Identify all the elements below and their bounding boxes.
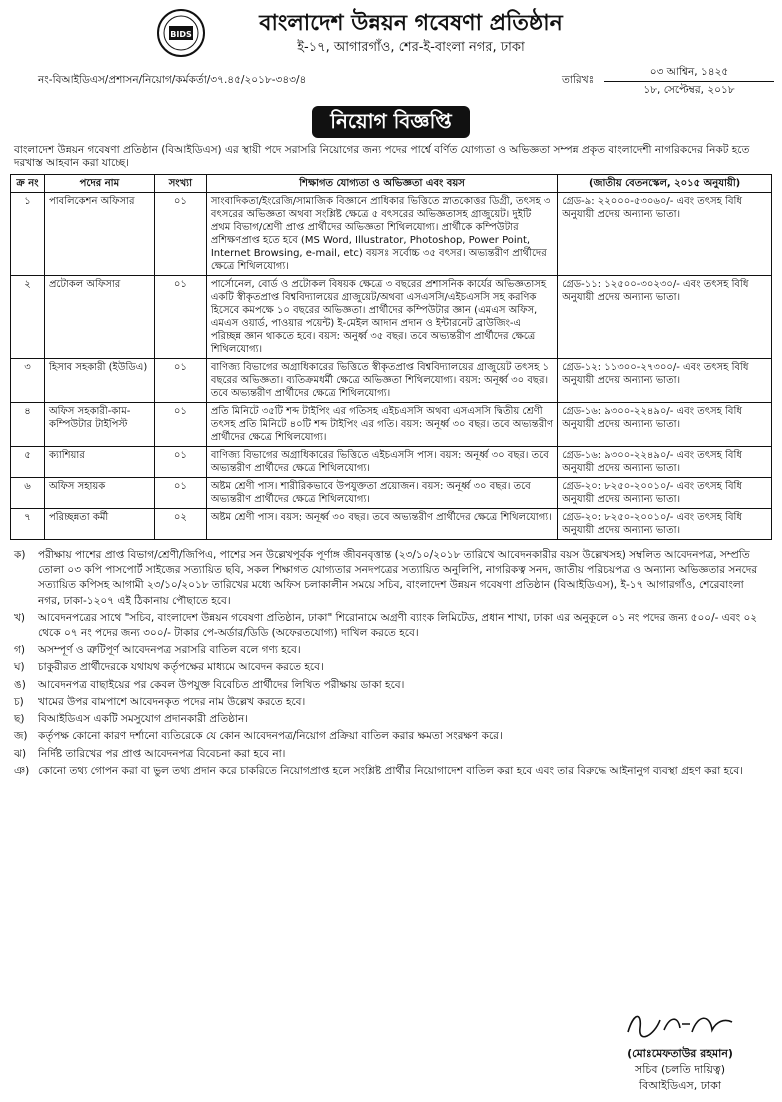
cell-post-name: পাবলিকেশন অফিসার: [44, 192, 154, 275]
note-text: পরীক্ষায় পাশের প্রাপ্ত বিভাগ/শ্রেণী/জিপিএ, পাশের সন উল্লেখপূর্বক পূর্ণাঙ্গ জীবনবৃত্তান্ত (২৩/১০/২০১৮ তারিখে আবেদনকারীর বয়স উল্লেখসহ) সম্বলিত আবেদনপত্র, সম্প্রতি তোলা ০৩ কপি পাসপোর্ট সাইজের সত্যায়িত ছবি, সকল শিক্ষাগত যোগ্যতার সনদপত্রের সত্যায়িত অনুলিপি, নাগরিকত্ব সনদ, জাতীয় পরিচয়পত্র ও অন্যান্য অভিজ্ঞতার সনদের সত্যায়িত কপিসহ আগামী ২৩/১০/২০১৮ তারিখের মধ্যে অফিস চলাকালীন সময়ে সচিব, বাংলাদেশ উন্নয়ন গবেষণা প্রতিষ্ঠান (বিআইডিএস), ই-১৭ আগারগাঁও, শেরেবাংলা নগর, ঢাকা-১২০৭ এই ঠিকানায় পৌছাতে হবে।: [38, 548, 758, 607]
list-item: [14, 678, 768, 693]
notice-title: নিয়োগ বিজ্ঞপ্তি: [312, 106, 470, 138]
cell-post-name: অফিস সহায়ক: [44, 477, 154, 508]
list-item: [14, 660, 768, 675]
cell-pay-scale: গ্রেড-১৬: ৯৩০০-২২৪৯০/- এবং তৎসহ বিধি অনুযায়ী প্রদেয় অন্যান্য ভাতা।: [558, 446, 772, 477]
cell-count: ০১: [154, 358, 206, 402]
cell-count: ০১: [154, 477, 206, 508]
table-row: [11, 192, 772, 275]
signatory-org: বিআইডিএস, ঢাকা: [639, 1078, 721, 1092]
cell-qualification: বাণিজ্য বিভাগের অগ্রাধিকারের ভিত্তিতে স্বীকৃতপ্রাপ্ত বিশ্ববিদ্যালয়ের গ্রাজুয়েট তৎসহ ১ বছরের অভিজ্ঞতা। ব্যতিক্রমধর্মী ক্ষেত্রে অভিজ্ঞতা শিথিলযোগ্য। বয়স: অনূর্ধ্ব ৩০ বছর। তবে অভ্যন্তরীণ প্রার্থীদের ক্ষেত্রে শিথিলযোগ্য।: [206, 358, 557, 402]
cell-count: ০১: [154, 275, 206, 358]
list-item: [14, 764, 768, 779]
list-item: [14, 747, 768, 762]
cell-count: ০১: [154, 192, 206, 275]
note-marker: ঙ): [14, 678, 26, 691]
cell-qualification: অষ্টম শ্রেণী পাস। বয়স: অনূর্ধ্ব ৩০ বছর। তবে অভ্যন্তরীণ প্রার্থীদের ক্ষেত্রে শিথিলযোগ্য।: [206, 508, 557, 539]
note-text: কর্তৃপক্ষ কোনো কারণ দর্শানো ব্যতিরেকে যে কোন আবেদনপত্র/নিয়োগ প্রক্রিয়া বাতিল করার ক্ষমতা সংরক্ষণ করে।: [38, 730, 503, 743]
table-row: [11, 508, 772, 539]
note-marker: ঞ): [14, 764, 30, 777]
cell-qualification: বাণিজ্য বিভাগের অগ্রাধিকারের ভিত্তিতে এইচএসসি পাস। বয়স: অনূর্ধ্ব ৩০ বছর। তবে অভ্যন্তরীণ প্রার্থীদের ক্ষেত্রে শিথিলযোগ্য।: [206, 446, 557, 477]
cell-qualification: পার্সোনেল, বোর্ড ও প্রটোকল বিষয়ক ক্ষেত্রে ৩ বছরের প্রশাসনিক কার্যের অভিজ্ঞতাসহ একটি স্বীকৃতপ্রাপ্ত বিশ্ববিদ্যালয়ের গ্রাজুয়েট/অথবা এসএসসি/এইচএসসি সহ করণিক হিসেবে কমপক্ষে ১০ বছরের অভিজ্ঞতা। প্রার্থীদের কম্পিউটার জ্ঞান (এমএস অফিস, এমএস ওয়ার্ড, পাওয়ার পয়েন্ট) ই-মেইল আদান প্রদান ও ইন্টারনেট ব্রাউজিং-এ পরিচ্ছন্ন জ্ঞান থাকতে হবে। বয়স: অনুর্ধ্ব ৩৫ বছর। তবে অভ্যন্তরীণ প্রার্থীদের ক্ষেত্রে শিথিলযোগ্য।: [206, 275, 557, 358]
note-marker: ঝ): [14, 747, 27, 760]
date-box: [604, 64, 774, 100]
org-name: বাংলাদেশ উন্নয়ন গবেষণা প্রতিষ্ঠান: [259, 11, 563, 36]
cell-qualification: অষ্টম শ্রেণী পাস। শারীরিকভাবে উপযুক্ততা প্রয়োজন। বয়স: অনূর্ধ্ব ৩০ বছর। তবে অভ্যন্তরীণ প্রার্থীদের ক্ষেত্রে শিথিলযোগ্য।: [206, 477, 557, 508]
cell-qualification: সাংবাদিকতা/ইংরেজি/সামাজিক বিজ্ঞানে প্রাধিকার ভিত্তিতে স্নাতকোত্তর ডিগ্রী, তৎসহ ৩ বৎসরের অভিজ্ঞতা অথবা সংশ্লিষ্ট ক্ষেত্রে ৫ বৎসরের অভিজ্ঞতাসহ গ্রাজুয়েট। দুইটি প্রথম বিভাগ/শ্রেণী প্রাপ্ত প্রার্থীদের অভিজ্ঞতা শিথিলযোগ্য। প্রার্থীকে কম্পিউটার প্রশিক্ষণপ্রাপ্ত হতে হবে (MS Word, Illustrator, Photoshop, Power Point, Internet Browsing, e-mail, etc) বয়সঃ সর্বোচ্চ ৩৫ বৎসর। অভ্যন্তরীণ প্রার্থীদের ক্ষেত্রে শিথিলযোগ্য।: [206, 192, 557, 275]
cell-count: ০১: [154, 402, 206, 446]
note-text: অসম্পূর্ণ ও ত্রুটিপূর্ণ আবেদনপত্র সরাসরি বাতিল বলে গণ্য হবে।: [38, 644, 301, 657]
table-row: [11, 275, 772, 358]
table-row: [11, 358, 772, 402]
table-row: [11, 477, 772, 508]
col-count: সংখ্যা: [154, 174, 206, 192]
org-address: ই-১৭, আগারগাঁও, শের-ই-বাংলা নগর, ঢাকা: [297, 40, 525, 55]
cell-post-name: ক্যাশিয়ার: [44, 446, 154, 477]
note-marker: ছ): [14, 713, 25, 726]
note-text: নির্দিষ্ট তারিখের পর প্রাপ্ত আবেদনপত্র বিবেচনা করা হবে না।: [38, 747, 286, 760]
note-marker: জ): [14, 730, 28, 743]
title-wrap: [10, 106, 772, 140]
col-post-name: পদের নাম: [44, 174, 154, 192]
note-marker: গ): [14, 644, 25, 657]
list-item: [14, 611, 768, 641]
list-item: [14, 712, 768, 727]
cell-serial: ৫: [11, 446, 45, 477]
cell-count: ০১: [154, 446, 206, 477]
cell-serial: ৪: [11, 402, 45, 446]
svg-text:BIDS: BIDS: [170, 30, 192, 39]
list-item: [14, 729, 768, 744]
signature-block: [590, 1006, 770, 1094]
cell-pay-scale: গ্রেড-৯: ২২০০০-৫৩০৬০/- এবং তৎসহ বিধি অনুযায়ী প্রদেয় অন্যান্য ভাতা।: [558, 192, 772, 275]
col-serial: ক্র নং: [11, 174, 45, 192]
note-marker: খ): [14, 611, 25, 624]
note-text: আবেদনপত্র বাছাইয়ের পর কেবল উপযুক্ত বিবেচিত প্রার্থীদের লিখিত পরীক্ষায় ডাকা হবে।: [38, 678, 405, 691]
cell-serial: ১: [11, 192, 45, 275]
header: [10, 6, 772, 62]
col-pay-scale: (জাতীয় বেতনস্কেল, ২০১৫ অনুযায়ী): [558, 174, 772, 192]
cell-pay-scale: গ্রেড-১২: ১১৩০০-২৭৩০০/- এবং তৎসহ বিধি অনুযায়ী প্রদেয় অন্যান্য ভাতা।: [558, 358, 772, 402]
list-item: [14, 548, 768, 609]
table-row: [11, 402, 772, 446]
cell-serial: ২: [11, 275, 45, 358]
date-label: তারিখঃ: [562, 74, 595, 86]
signatory-name: (মোঃমেফতাউর রহমান): [627, 1047, 733, 1061]
cell-post-name: প্রটোকল অফিসার: [44, 275, 154, 358]
cell-pay-scale: গ্রেড-১১: ১২৫০০-৩০২৩০/- এবং তৎসহ বিধি অনুযায়ী প্রদেয় অন্যান্য ভাতা।: [558, 275, 772, 358]
intro-paragraph: বাংলাদেশ উন্নয়ন গবেষণা প্রতিষ্ঠান (বিআইডিএস) এর স্থায়ী পদে সরাসরি নিয়োগের জন্য পদের পার্শ্বে বর্ণিত যোগ্যতা ও অভিজ্ঞতা সম্পন্ন প্রকৃত বাংলাদেশী নাগরিকদের নিকট হতে দরখাস্ত আহবান করা যাচ্ছে।: [14, 144, 750, 170]
note-marker: ঘ): [14, 661, 25, 674]
note-text: আবেদনপত্রের সাথে "সচিব, বাংলাদেশ উন্নয়ন গবেষণা প্রতিষ্ঠান, ঢাকা" শিরোনামে অগ্রণী ব্যাংক লিমিটেড, প্রধান শাখা, ঢাকা এর অনুকূলে ০১ নং পদের জন্য ৫০০/- এবং ০২ থেকে ০৭ নং পদের জন্য ৩০০/- টাকার পে-অর্ডার/ডিডি (অফেরতযোগ্য) দাখিল করতে হবে।: [38, 611, 758, 639]
cell-serial: ৭: [11, 508, 45, 539]
note-marker: ক): [14, 548, 26, 561]
cell-post-name: হিসাব সহকারী (ইউডিএ): [44, 358, 154, 402]
handwritten-signature: [620, 1006, 740, 1042]
note-text: কোনো তথ্য গোপন করা বা ভুল তথ্য প্রদান করে চাকরিতে নিয়োগপ্রাপ্ত হলে সংশ্লিষ্ট প্রার্থীর নিয়োগাদেশ বাতিল করা হবে এবং তার বিরুদ্ধে আইনানুগ ব্যবস্থা গ্রহণ করা হবে।: [38, 764, 743, 777]
table-header-row: [11, 174, 772, 192]
table-row: [11, 446, 772, 477]
cell-pay-scale: গ্রেড-২০: ৮২৫০-২০০১০/- এবং তৎসহ বিধি অনুযায়ী প্রদেয় অন্যান্য ভাতা।: [558, 508, 772, 539]
signatory-designation: সচিব (চলতি দায়িত্ব): [634, 1063, 725, 1077]
cell-post-name: অফিস সহকারী-কাম-কম্পিউটার টাইপিস্ট: [44, 402, 154, 446]
note-text: বিআইডিএস একটি সমসুযোগ প্রদানকারী প্রতিষ্ঠান।: [38, 713, 248, 726]
cell-post-name: পরিচ্ছন্নতা কর্মী: [44, 508, 154, 539]
memo-row: [10, 64, 772, 104]
list-item: [14, 643, 768, 658]
cell-pay-scale: গ্রেড-১৬: ৯৩০০-২২৪৯০/- এবং তৎসহ বিধি অনুযায়ী প্রদেয় অন্যান্য ভাতা।: [558, 402, 772, 446]
list-item: [14, 695, 768, 710]
cell-serial: ৩: [11, 358, 45, 402]
date-bangla: ০৩ আশ্বিন, ১৪২৫: [604, 64, 774, 82]
note-text: চাকুরীরত প্রার্থীদেরকে যথাযথ কর্তৃপক্ষের মাধ্যমে আবেদন করতে হবে।: [38, 661, 324, 674]
cell-qualification: প্রতি মিনিটে ৩৫টি শব্দ টাইপিং এর গতিসহ এইচএসসি অথবা এসএসসি দ্বিতীয় শ্রেণী তৎসহ প্রতি মিনিটে ৪০টি শব্দ টাইপিং এর গতি। বয়স: অনূর্ধ্ব ৩০ বছর। তবে অভ্যন্তরীণ প্রার্থীদের ক্ষেত্রে শিথিলযোগ্য।: [206, 402, 557, 446]
date-english: ১৮, সেপ্টেম্বর, ২০১৮: [643, 84, 735, 97]
cell-serial: ৬: [11, 477, 45, 508]
cell-count: ০২: [154, 508, 206, 539]
vacancy-table: [10, 174, 772, 540]
cell-pay-scale: গ্রেড-২০: ৮২৫০-২০০১০/- এবং তৎসহ বিধি অনুযায়ী প্রদেয় অন্যান্য ভাতা।: [558, 477, 772, 508]
note-marker: চ): [14, 695, 24, 708]
note-text: খামের উপর বামপাশে আবেদনকৃত পদের নাম উল্লেখ করতে হবে।: [38, 695, 306, 708]
col-qualification: শিক্ষাগত যোগ্যতা ও অভিজ্ঞতা এবং বয়স: [206, 174, 557, 192]
instructions-list: [14, 548, 768, 779]
memo-number: নং-বিআইডিএস/প্রশাসন/নিয়োগ/কর্মকর্তা/৩৭.৪৫/২০১৮-৩৪৩/৪: [38, 74, 307, 86]
